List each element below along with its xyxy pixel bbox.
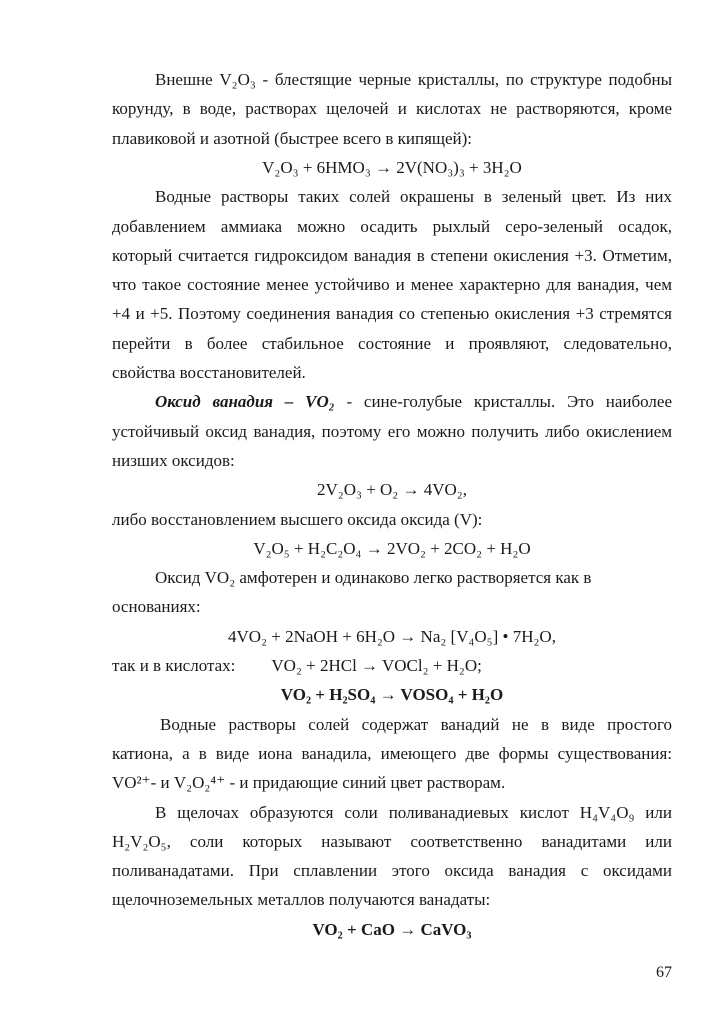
- paragraph-line: свойства восстановителей.: [112, 363, 306, 382]
- equation: 4VO₂ + 2NaOH + 6H₂O → Na₂ [V₄O₅] • 7H₂O,: [228, 626, 556, 646]
- page-number: 67: [656, 964, 672, 981]
- paragraph-line: добавлением аммиака можно осадить рыхлый серо-зеленый осадок,: [112, 216, 672, 236]
- paragraph-line: плавиковой и азотной (быстрее всего в кипящей):: [112, 128, 473, 148]
- paragraph-line: [112, 654, 672, 678]
- paragraph-line: VO²⁺- и V₂O₂⁴⁺ - и придающие синий цвет растворам.: [112, 773, 506, 793]
- paragraph-line: основаниях:: [112, 597, 201, 617]
- equation: VO₂ + CaO → CaVO₃: [312, 919, 472, 939]
- equation: V₂O₅ + H₂C₂O₄ → 2VO₂ + 2CO₂ + H₂O: [253, 538, 531, 558]
- paragraph-line: поливанадатами. При сплавлении этого оксида ванадия с оксидами: [112, 861, 672, 881]
- paragraph-line: низших оксидов:: [112, 450, 235, 470]
- paragraph-line: либо восстановлением высшего оксида оксида (V):: [112, 509, 483, 529]
- paragraph-line: перейти в более стабильное состояние и проявляют, следовательно,: [112, 333, 672, 353]
- paragraph-line: +4 и +5. Поэтому соединения ванадия со степенью окисления +3 стремятся: [112, 304, 672, 324]
- equation: VO₂ + 2HCl → VOCl₂ + H₂O;: [271, 656, 482, 675]
- paragraph-line: H₂V₂O₅, соли которых называют соответственно ванадитами или: [112, 831, 672, 851]
- equation: 2V₂O₃ + O₂ → 4VO₂,: [317, 480, 467, 500]
- paragraph-line: что такое состояние менее устойчиво и менее характерно для ванадия, чем: [112, 275, 672, 295]
- paragraph-line: который считается гидроксидом ванадия в степени окисления +3. Отметим,: [112, 245, 672, 265]
- paragraph-line: устойчивый оксид ванадия, поэтому его можно получить либо окислением: [112, 421, 672, 441]
- paragraph-line: корунду, в воде, растворах щелочей и кислотах не растворяются, кроме: [112, 99, 672, 119]
- text-segment: - сине-голубые кристаллы. Это наиболее: [334, 392, 672, 412]
- paragraph-line: Водные растворы таких солей окрашены в зеленый цвет. Из них: [155, 187, 672, 207]
- paragraph-line: Внешне V₂O₃ - блестящие черные кристаллы, по структуре подобны: [155, 70, 672, 89]
- paragraph-line: Оксид VO₂ амфотерен и одинаково легко растворяется как в: [155, 568, 592, 588]
- paragraph-line: щелочноземельных металлов получаются ванадаты:: [112, 890, 491, 910]
- equation: V₂O₃ + 6HMO₃ → 2V(NO₃)₃ + 3H₂O: [262, 157, 522, 177]
- paragraph-line: В щелочах образуются соли поливанадиевых кислот H₄V₄O₉ или: [155, 802, 672, 822]
- equation: VO₂ + H₂SO₄ → VOSO₄ + H₂O: [280, 685, 504, 705]
- paragraph-line: [112, 390, 672, 414]
- paragraph-line: Водные растворы солей содержат ванадий не в виде простого: [160, 714, 672, 734]
- paragraph-line: катиона, а в виде иона ванадила, имеющего две формы существования:: [112, 743, 672, 763]
- text-segment: так и в кислотах:: [112, 656, 236, 675]
- section-heading: Оксид ванадия – VO₂: [155, 392, 335, 412]
